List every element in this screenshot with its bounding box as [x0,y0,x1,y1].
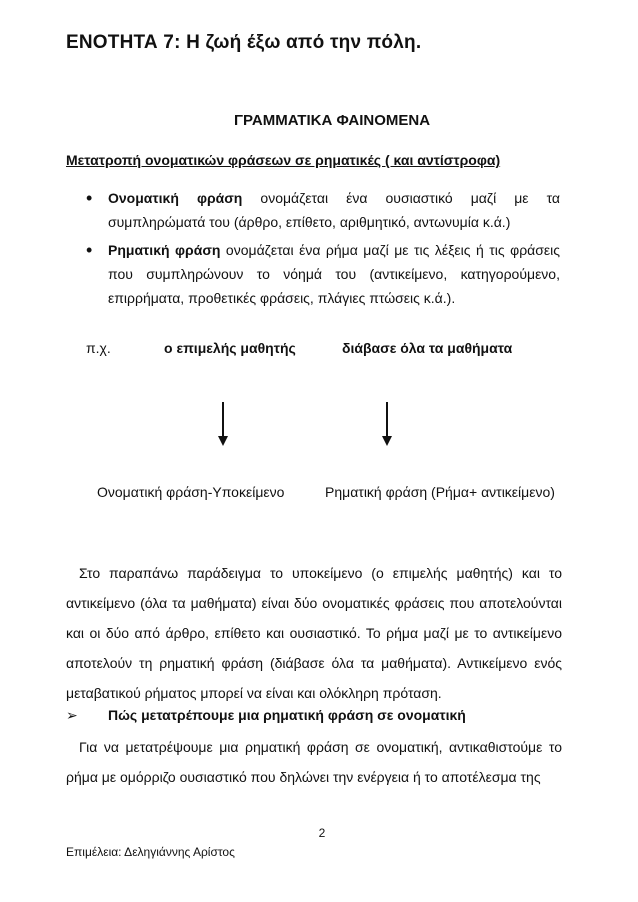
bullet-text: ονομάζεται ένα ρήμα μαζί με τις λέξεις ή τις φράσεις που συμπληρώνουν το νόημά του (αντικείμενο, κατηγορούμενο, επιρρήματα, προθετικές φράσεις, πλάγιες πτώσεις κ.ά.). [108,242,560,306]
example-noun-phrase: ο επιμελής μαθητής [164,340,296,356]
caption-noun-phrase: Ονοματική φράση-Υποκείμενο [97,484,285,500]
example-label: π.χ. [86,340,111,356]
page-number: 2 [318,826,326,840]
bullet-term: Ρηματική φράση [108,242,221,258]
page-title: ΕΝΟΤΗΤΑ 7: Η ζωή έξω από την πόλη. [66,32,422,53]
bullet-item [108,186,560,234]
explanation-paragraph: Στο παραπάνω παράδειγμα το υποκείμενο (ο επιμελής μαθητής) και το αντικείμενο (όλα τα μαθήματα) είναι δύο ονοματικές φράσεις που αποτελούνται και οι δύο από άρθρο, επίθετο και ουσιαστικό. Το ρήμα μαζί με το αντικείμενο αποτελούν τη ρηματική φράση (διάβασε όλα τα μαθήματα). Αντικείμενο ενός μεταβατικού ρήματος μπορεί να είναι και ολόκληρη πρόταση. [66,565,562,701]
howto-paragraph: Για να μετατρέψουμε μια ρηματική φράση σε ονοματική, αντικαθιστούμε το ρήμα με ομόρριζο ουσιαστικό που δηλώνει την ενέργεια ή το αποτέλεσμα της [66,739,562,785]
footer-author: Επιμέλεια: Δεληγιάννης Αρίστος [66,845,235,859]
caption-verb-phrase: Ρηματική φράση (Ρήμα+ αντικείμενο) [325,484,555,500]
bullet-text: ονομάζεται ένα ουσιαστικό μαζί με τα συμπληρώματά του (άρθρο, επίθετο, αριθμητικό, αντωνυμία κ.ά.) [108,190,560,230]
bullet-item [108,238,560,310]
example-verb-phrase: διάβασε όλα τα μαθήματα [342,340,513,356]
bullet-term: Ονοματική φράση [108,190,243,206]
bullet-marker: • [86,240,93,260]
section-heading: ΓΡΑΜΜΑΤΙΚΑ ΦΑΙΝΟΜΕΝΑ [233,112,431,129]
section-subtitle: Μετατροπή ονοματικών φράσεων σε ρηματικές ( και αντίστροφα) [66,152,501,168]
arrow-bullet-icon: ➢ [66,707,78,723]
bullet-marker: • [86,188,93,208]
howto-heading: Πώς μετατρέπουμε μια ρηματική φράση σε ονοματική [108,707,466,723]
